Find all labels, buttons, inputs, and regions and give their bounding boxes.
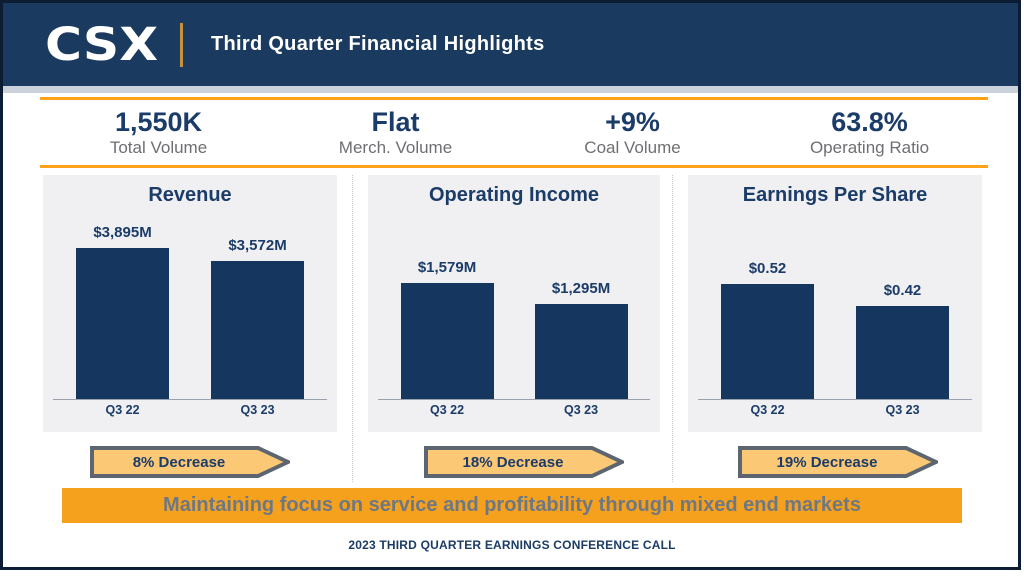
chart-plot	[380, 175, 648, 400]
key-message-banner: Maintaining focus on service and profitability through mixed end markets	[62, 488, 962, 523]
metric-operating-ratio	[751, 107, 988, 158]
chart-title: Revenue	[148, 184, 232, 206]
header-divider	[180, 23, 183, 67]
bar-q3-22	[721, 284, 814, 400]
footer-caption: 2023 THIRD QUARTER EARNINGS CONFERENCE CALL	[348, 538, 676, 552]
header-bar	[3, 3, 1018, 86]
revenue-chart-panel	[43, 175, 337, 432]
metric-merch-volume	[277, 107, 514, 158]
operating-income-chart-panel	[368, 175, 660, 432]
metric-value: +9%	[605, 106, 660, 137]
x-axis-label: Q3 22	[429, 403, 465, 417]
panel-separator	[672, 175, 673, 482]
chart-baseline	[53, 399, 327, 400]
x-axis-labels	[380, 403, 648, 417]
bar-value-label: $3,572M	[228, 237, 287, 254]
x-axis-label: Q3 22	[105, 403, 140, 417]
bar-q3-22	[401, 283, 494, 400]
decrease-label: 8% Decrease	[132, 453, 226, 471]
operating-income-decrease-arrow	[424, 446, 624, 478]
chart-baseline	[698, 399, 972, 400]
csx-logo: CSX	[45, 18, 159, 71]
chart-title: Operating Income	[428, 184, 600, 206]
eps-chart-panel	[688, 175, 982, 432]
bar-column	[380, 175, 514, 400]
decrease-label: 19% Decrease	[776, 453, 878, 471]
metric-total-volume	[40, 107, 277, 158]
bar-q3-23	[535, 304, 628, 400]
revenue-decrease-arrow	[90, 446, 290, 478]
metric-value: 63.8%	[831, 106, 908, 137]
x-axis-label: Q3 23	[563, 403, 599, 417]
bar-q3-23	[856, 306, 949, 400]
bar-column	[55, 175, 190, 400]
metrics-band	[40, 97, 988, 168]
bar-column	[514, 175, 648, 400]
x-axis-label: Q3 23	[885, 403, 920, 417]
header-bottom-strip	[3, 86, 1018, 93]
x-axis-label: Q3 23	[240, 403, 275, 417]
bar-value-label: $0.42	[883, 282, 922, 299]
bar-q3-23	[211, 261, 304, 400]
chart-plot	[55, 175, 325, 400]
x-axis-labels	[55, 403, 325, 417]
metric-label: Merch. Volume	[338, 137, 453, 157]
x-axis-labels	[700, 403, 970, 417]
metric-label: Operating Ratio	[809, 137, 930, 157]
bar-q3-22	[76, 248, 169, 400]
bar-value-label: $1,295M	[551, 280, 611, 297]
bar-column	[700, 175, 835, 400]
chart-baseline	[378, 399, 650, 400]
metric-value: Flat	[371, 106, 420, 137]
bar-value-label: $3,895M	[93, 224, 152, 241]
metric-coal-volume	[514, 107, 751, 158]
chart-plot	[700, 175, 970, 400]
bar-column	[190, 175, 325, 400]
decrease-label: 18% Decrease	[462, 453, 564, 471]
metric-label: Total Volume	[109, 137, 208, 157]
panel-separator	[352, 175, 353, 482]
page-title: Third Quarter Financial Highlights	[210, 33, 545, 55]
metric-label: Coal Volume	[584, 137, 681, 157]
chart-title: Earnings Per Share	[742, 184, 928, 206]
bar-value-label: $0.52	[748, 260, 787, 277]
metric-value: 1,550K	[114, 106, 203, 137]
bar-value-label: $1,579M	[417, 259, 477, 276]
bar-column	[835, 175, 970, 400]
x-axis-label: Q3 22	[750, 403, 785, 417]
eps-decrease-arrow	[738, 446, 938, 478]
